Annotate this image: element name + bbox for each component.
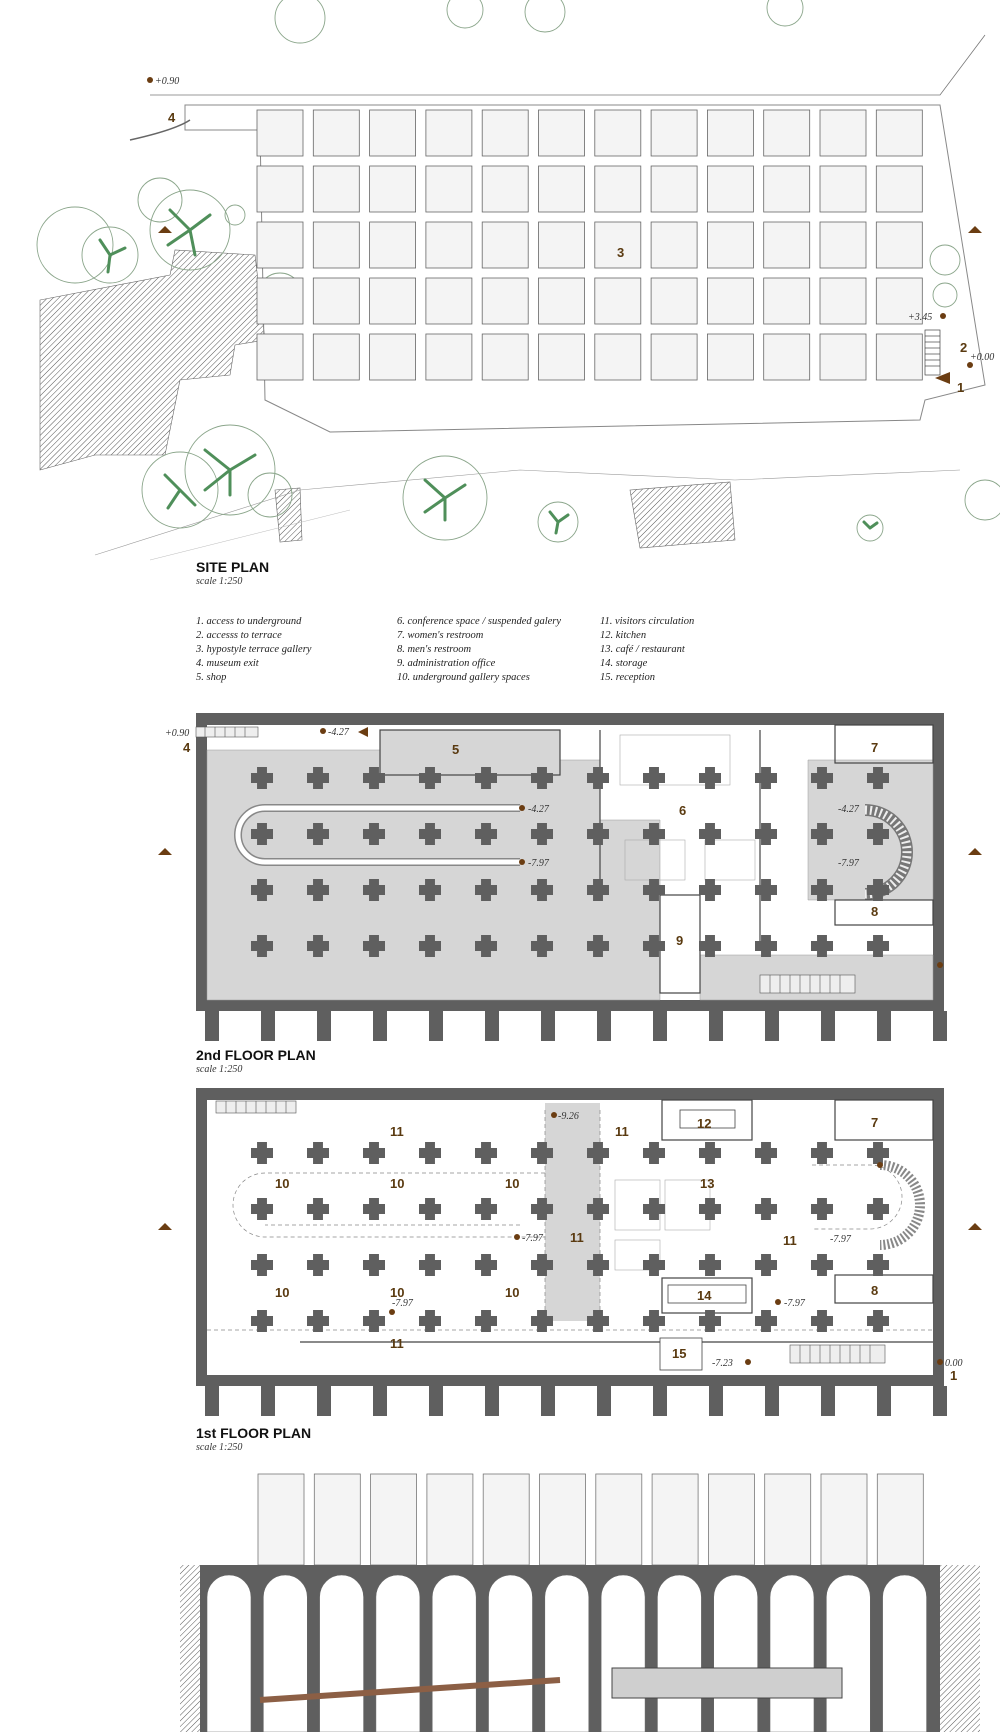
museum-exit-path: [130, 120, 190, 140]
f1-elev-storage: -7.97: [784, 1298, 805, 1309]
section-arch: [376, 1575, 420, 1732]
elevation-marker: [937, 1359, 943, 1365]
f1-label-14: 14: [697, 1288, 712, 1303]
pier: [317, 1011, 331, 1041]
f2-label-8: 8: [871, 904, 879, 919]
skylight: [539, 334, 585, 380]
skylight: [820, 278, 866, 324]
elevation-marker: [519, 805, 525, 811]
skylight: [482, 278, 528, 324]
pier: [653, 1386, 667, 1416]
f1-label-11d: 11: [783, 1233, 797, 1248]
f1-label-11a: 11: [390, 1124, 404, 1139]
elevation-marker: [389, 1309, 395, 1315]
skylight: [482, 222, 528, 268]
section-skylight: [708, 1474, 754, 1565]
legend-item: 8. men's restroom: [397, 644, 472, 655]
f1-label-10d: 10: [275, 1285, 290, 1300]
section-skylight: [821, 1474, 867, 1565]
section-skylight: [765, 1474, 811, 1565]
skylight: [257, 110, 303, 156]
pier: [429, 1386, 443, 1416]
pier: [261, 1386, 275, 1416]
elevation-marker: [877, 1162, 883, 1168]
skylight: [707, 278, 753, 324]
skylight: [257, 222, 303, 268]
legend-item: 12. kitchen: [600, 630, 647, 641]
section-marker-left: [158, 848, 172, 855]
section-arch: [545, 1575, 589, 1732]
piers-first-floor: [205, 1386, 947, 1416]
section-skylight: [427, 1474, 473, 1565]
site-boundary-line: [150, 35, 985, 95]
skylight: [370, 222, 416, 268]
skylight: [482, 166, 528, 212]
legend-item: 10. underground gallery spaces: [397, 672, 530, 683]
section-arch: [770, 1575, 814, 1732]
skylight: [482, 334, 528, 380]
pier: [933, 1011, 947, 1041]
skylight: [820, 334, 866, 380]
site-elevation-ground: +0.00: [970, 352, 995, 363]
section-arch: [826, 1575, 870, 1732]
skylight: [707, 110, 753, 156]
legend-item: 2. accesss to terrace: [196, 630, 282, 641]
pier: [877, 1011, 891, 1041]
skylight: [313, 222, 359, 268]
f2-label-5: 5: [452, 742, 460, 757]
section-marker-right: [968, 226, 982, 233]
f1-label-11c: 11: [570, 1230, 584, 1245]
terrace-stairs: [925, 330, 940, 375]
skylight: [820, 222, 866, 268]
pier: [261, 1011, 275, 1041]
section-skylight: [314, 1474, 360, 1565]
site-plan: [37, 0, 1000, 587]
f1-label-13: 13: [700, 1176, 715, 1191]
f1-label-12: 12: [697, 1116, 712, 1131]
legend-item: 9. administration office: [397, 658, 496, 669]
skylight: [876, 166, 922, 212]
legend-item: 4. museum exit: [196, 658, 259, 669]
f1-label-15: 15: [672, 1346, 687, 1361]
pier: [709, 1386, 723, 1416]
skylight: [313, 278, 359, 324]
skylight: [426, 166, 472, 212]
section-arch: [489, 1575, 533, 1732]
pier: [485, 1386, 499, 1416]
skylight: [370, 278, 416, 324]
legend-item: 3. hypostyle terrace gallery: [196, 644, 312, 655]
skylight: [764, 222, 810, 268]
f1-label-11e: 11: [390, 1336, 404, 1351]
skylight: [313, 166, 359, 212]
second-floor-scale: scale 1:250: [196, 1064, 243, 1075]
elevation-marker: [775, 1299, 781, 1305]
section-skylight: [371, 1474, 417, 1565]
skylight: [595, 278, 641, 324]
first-floor-scale: scale 1:250: [196, 1442, 243, 1453]
skylight: [426, 278, 472, 324]
pier: [205, 1011, 219, 1041]
legend-item: 5. shop: [196, 672, 227, 683]
skylight: [257, 334, 303, 380]
skylight: [820, 110, 866, 156]
road-line: [95, 470, 960, 555]
site-label-4: 4: [168, 110, 176, 125]
skylight: [820, 166, 866, 212]
legend-item: 14. storage: [600, 658, 648, 669]
section-marker-left: [158, 1223, 172, 1230]
elevation-marker: [940, 313, 946, 319]
section-ground-left: [180, 1565, 200, 1732]
f1-label-7: 7: [871, 1115, 879, 1130]
skylight: [876, 110, 922, 156]
f1-label-10a: 10: [275, 1176, 290, 1191]
f2-elev-ramp-upper: -4.27: [528, 804, 549, 815]
section-skylight: [652, 1474, 698, 1565]
skylight: [313, 110, 359, 156]
section-suspended-box: [612, 1668, 842, 1698]
legend: [195, 616, 694, 683]
f2-elev-exit: +0.90: [165, 728, 190, 739]
section-arch: [657, 1575, 701, 1732]
building-section: [180, 1474, 980, 1732]
f2-label-4: 4: [183, 740, 191, 755]
skylight: [257, 166, 303, 212]
skylight-grid: [257, 110, 922, 380]
f1-label-10e: 10: [390, 1285, 405, 1300]
f1-label-1: 1: [950, 1368, 958, 1383]
pier: [877, 1386, 891, 1416]
f1-label-10c: 10: [505, 1176, 520, 1191]
pier: [373, 1386, 387, 1416]
f1-elev-ramp: -7.97: [522, 1233, 543, 1244]
pier: [653, 1011, 667, 1041]
legend-item: 11. visitors circulation: [600, 616, 695, 627]
skylight: [876, 334, 922, 380]
legend-item: 13. café / restaurant: [600, 644, 685, 655]
pier: [373, 1011, 387, 1041]
elevation-marker: [519, 859, 525, 865]
pier: [597, 1011, 611, 1041]
skylight: [482, 110, 528, 156]
skylight: [539, 110, 585, 156]
pier: [821, 1011, 835, 1041]
skylight: [651, 334, 697, 380]
first-floor-plan: [158, 1088, 982, 1453]
elevation-marker: [551, 1112, 557, 1118]
elevation-marker: [147, 77, 153, 83]
section-skylights: [258, 1474, 923, 1565]
f1-label-10f: 10: [505, 1285, 520, 1300]
skylight: [426, 334, 472, 380]
skylight: [764, 334, 810, 380]
section-marker-right: [968, 848, 982, 855]
site-label-3: 3: [617, 245, 625, 260]
second-floor-title: 2nd FLOOR PLAN: [196, 1047, 316, 1063]
f2-elev-top: -4.27: [328, 727, 349, 738]
section-skylight: [877, 1474, 923, 1565]
road-line-2: [150, 510, 350, 560]
section-marker-left: [158, 226, 172, 233]
section-arch: [714, 1575, 758, 1732]
pier: [933, 1386, 947, 1416]
site-elevation-terrace: +3.45: [908, 312, 933, 323]
pier: [317, 1386, 331, 1416]
first-floor-title: 1st FLOOR PLAN: [196, 1425, 312, 1441]
f1-elev-entrance: 0.00: [945, 1358, 963, 1369]
pier: [541, 1386, 555, 1416]
site-label-2: 2: [960, 340, 968, 355]
neighbor-building-hatch-3: [630, 482, 735, 548]
skylight: [370, 334, 416, 380]
site-elevation-exit: +0.90: [155, 76, 180, 87]
f1-elev-stair: -7.97: [830, 1234, 851, 1245]
pier: [485, 1011, 499, 1041]
skylight: [370, 110, 416, 156]
pier: [765, 1386, 779, 1416]
section-skylight: [540, 1474, 586, 1565]
section-arch: [883, 1575, 927, 1732]
legend-item: 1. access to underground: [196, 616, 302, 627]
f2-elev-stair-upper: -4.27: [838, 804, 859, 815]
skylight: [539, 278, 585, 324]
pier: [205, 1386, 219, 1416]
f2-label-9: 9: [676, 933, 684, 948]
section-arch: [601, 1575, 645, 1732]
f2-label-7: 7: [871, 740, 879, 755]
piers-second-floor: [205, 1011, 947, 1041]
section-skylight: [596, 1474, 642, 1565]
elevation-marker: [745, 1359, 751, 1365]
f1-elev-gallery: -7.97: [392, 1298, 413, 1309]
f1-elev-bridge: -9.26: [558, 1111, 579, 1122]
elevation-marker: [514, 1234, 520, 1240]
section-arch: [207, 1575, 251, 1732]
f1-elev-reception: -7.23: [712, 1358, 733, 1369]
pier: [765, 1011, 779, 1041]
section-arch: [432, 1575, 476, 1732]
legend-item: 7. women's restroom: [397, 630, 484, 641]
skylight: [539, 166, 585, 212]
pier: [709, 1011, 723, 1041]
section-ground-right: [940, 1565, 980, 1732]
pier: [821, 1386, 835, 1416]
pier: [541, 1011, 555, 1041]
skylight: [595, 166, 641, 212]
f1-label-8: 8: [871, 1283, 879, 1298]
skylight: [595, 334, 641, 380]
skylight: [313, 334, 359, 380]
skylight: [651, 222, 697, 268]
skylight: [370, 166, 416, 212]
legend-item: 6. conference space / suspended galery: [397, 616, 562, 627]
legend-item: 15. reception: [600, 672, 656, 683]
skylight: [876, 222, 922, 268]
skylight: [764, 110, 810, 156]
skylight: [257, 278, 303, 324]
skylight: [707, 334, 753, 380]
skylight: [426, 110, 472, 156]
site-plan-scale: scale 1:250: [196, 576, 243, 587]
skylight: [426, 222, 472, 268]
skylight: [764, 166, 810, 212]
f1-label-11b: 11: [615, 1124, 629, 1139]
f2-elev-stair-lower: -7.97: [838, 858, 859, 869]
skylight: [707, 222, 753, 268]
second-floor-plan: [158, 713, 982, 1075]
section-skylight: [483, 1474, 529, 1565]
f2-elev-ramp-lower: -7.97: [528, 858, 549, 869]
skylight: [539, 222, 585, 268]
site-label-1: 1: [957, 380, 965, 395]
section-skylight: [258, 1474, 304, 1565]
skylight: [651, 278, 697, 324]
skylight: [651, 166, 697, 212]
section-arch: [320, 1575, 364, 1732]
skylight: [595, 110, 641, 156]
pier: [429, 1011, 443, 1041]
section-marker-right: [968, 1223, 982, 1230]
site-plan-title: SITE PLAN: [196, 559, 270, 575]
section-arch: [263, 1575, 307, 1732]
skylight: [707, 166, 753, 212]
elevation-marker: [937, 962, 943, 968]
skylight: [764, 278, 810, 324]
f2-label-6: 6: [679, 803, 687, 818]
elevation-marker: [320, 728, 326, 734]
skylight: [651, 110, 697, 156]
f1-label-10b: 10: [390, 1176, 405, 1191]
pier: [597, 1386, 611, 1416]
